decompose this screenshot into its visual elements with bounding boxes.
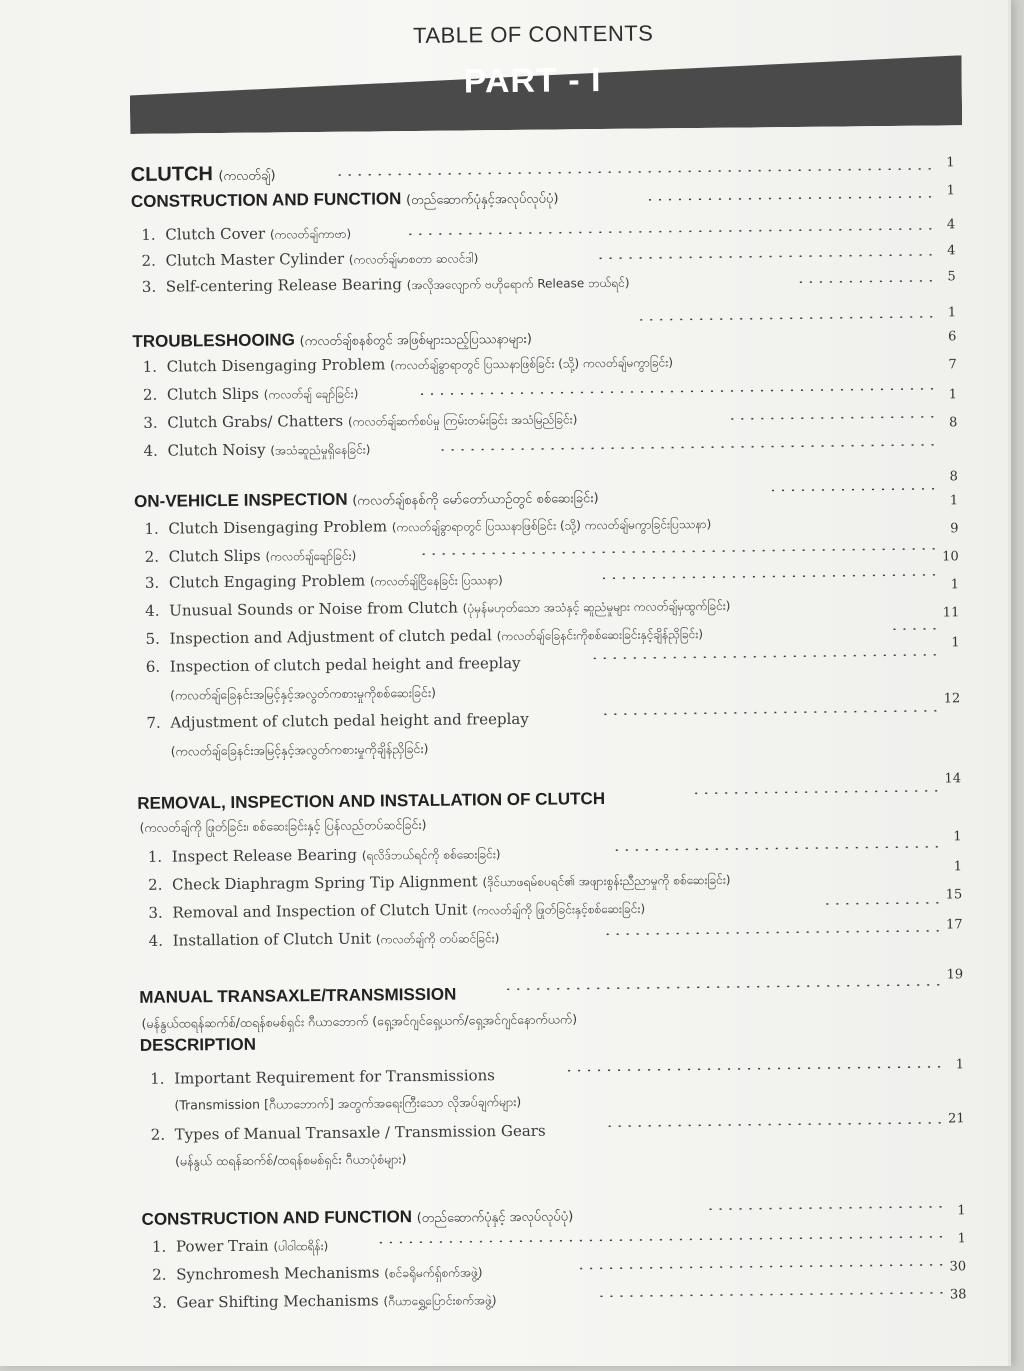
toc-item: 3. Gear Shifting Mechanisms (ဂီယာရွှေ့ပြောင်းစက်အဖွဲ့): [152, 1291, 497, 1312]
page-number: 1: [949, 493, 959, 509]
dot-leader: [603, 930, 943, 936]
page-number: 11: [942, 605, 960, 621]
page-number: 4: [946, 217, 956, 233]
toc-item: 2. Types of Manual Transaxle / Transmission Gears: [150, 1121, 546, 1144]
page-number: 9: [950, 521, 959, 537]
page-number: 1: [948, 387, 958, 403]
page-number: 1: [950, 577, 960, 593]
toc-item: 2. Clutch Slips (ကလတ်ချ်ချော်ခြင်း): [144, 546, 357, 566]
toc-item: 3. Self-centering Release Bearing (အလိုအလျောက် ဗဟိုရောက် Release ဘယ်ရင်): [141, 275, 630, 296]
toc-item: 6. Inspection of clutch pedal height and freeplay: [145, 653, 521, 676]
page-number: 21: [947, 1111, 965, 1127]
page-number: 1: [951, 635, 960, 651]
page-number: 19: [946, 967, 964, 983]
dot-leader: [706, 1205, 946, 1210]
dot-leader: [576, 1263, 946, 1269]
section-subtitle: (မန်နွယ်ထရန်ဆက်စ်/ထရန်စမစ်ရှင်း ဂီယာဘောက် (ရှေ့အင်ဂျင်ရှေ့ယက်/ရှေ့အင်ဂျင်နောက်ယက်): [141, 1011, 578, 1031]
page-number: 1: [947, 305, 957, 321]
toc-item: 4. Unusual Sounds or Noise from Clutch (ပုံမှန်မဟုတ်သော အသံနှင့် ဆူညံမှုများ ကလတ်ချ်မှထွက်ခြင်း): [145, 598, 731, 620]
page-number: 1: [953, 859, 963, 875]
page-number: 6: [948, 329, 957, 345]
toc-item: 3. Clutch Grabs/ Chatters (ကလတ်ချ်ဆက်စပ်မှု ကြမ်းတမ်းခြင်း အသံမြည်ခြင်း): [143, 411, 578, 432]
dot-leader: [419, 548, 939, 555]
toc-item: 1. Clutch Cover (ကလတ်ချ်ကာဗာ): [141, 224, 352, 244]
toc-item: 3. Clutch Engaging Problem (ကလတ်ချ်ငြိနေခြင်း ပြဿနာ): [144, 571, 503, 592]
dot-leader: [612, 846, 942, 851]
section-heading-troubleshooting: TROUBLESHOOING (ကလတ်ချ်စနစ်တွင် အဖြစ်များသည့်ပြဿနာများ): [132, 330, 532, 351]
page-number: 8: [949, 469, 958, 485]
section-heading-onvehicle: ON-VEHICLE INSPECTION (ကလတ်ချ်စနစ်ကို မော်တော်ယာဉ်တွင် စစ်ဆေးခြင်း): [134, 489, 599, 511]
toc-item: 4. Installation of Clutch Unit (ကလတ်ချ်ကို တပ်ဆင်ခြင်း): [148, 929, 500, 950]
section-heading-construction: CONSTRUCTION AND FUNCTION (တည်ဆောက်ပုံနှင့်အလုပ်လုပ်ပုံ): [130, 189, 559, 211]
toc-item: 2. Clutch Slips (ကလတ်ချ် ချော်ခြင်း): [142, 384, 359, 404]
toc-item: 1. Clutch Disengaging Problem (ကလတ်ချ်ခွာရာတွင် ပြဿနာဖြစ်ခြင်း (သို့) ကလတ်ချ်မကွာခြင်း): [142, 355, 674, 376]
page-number: 38: [949, 1287, 967, 1303]
dot-leader: [596, 1291, 946, 1297]
page-number: 15: [945, 887, 963, 903]
dot-leader: [564, 1065, 944, 1071]
dot-leader: [438, 444, 938, 451]
toc-item: 1. Clutch Disengaging Problem (ကလတ်ချ်ခွာရာတွင် ပြဿနာဖြစ်ခြင်း (သို့) ကလတ်ချ်မကွာခြင်းပြဿနာ): [144, 516, 712, 538]
page-number: 30: [949, 1259, 967, 1275]
toc-item-subtitle: (Transmission [ဂီယာဘောက်] အတွက်အရေးကြီးသော လိုအပ်ချက်များ): [174, 1093, 522, 1113]
dot-leader: [645, 196, 935, 201]
toc-item: 1. Power Train (ပါဝါထရိန်း): [151, 1236, 329, 1256]
dot-leader: [727, 416, 937, 420]
page-number: 1: [957, 1231, 966, 1247]
dot-leader: [599, 574, 939, 580]
dot-leader: [596, 254, 936, 260]
page-number: 1: [957, 1203, 966, 1219]
toc-item: 1. Inspect Release Bearing (ရလိဒ်ဘယ်ရင်ကို စစ်ဆေးခြင်း): [147, 845, 501, 866]
toc-item-subtitle: (ကလတ်ချ်ခြေနင်းအမြင့်နှင့်အလွတ်ကစားမှုကိုစစ်ဆေးခြင်း): [170, 684, 437, 703]
page-number: 5: [947, 269, 956, 285]
section-heading-description: DESCRIPTION: [139, 1034, 257, 1055]
toc-item: 3. Removal and Inspection of Clutch Unit (ကလတ်ချ်ကို ဖြုတ်ခြင်းနှင့်စစ်ဆေးခြင်း): [148, 900, 646, 922]
page-number: 8: [948, 415, 958, 431]
dot-leader: [335, 168, 935, 176]
page-number: 1: [953, 829, 962, 845]
dot-leader: [590, 654, 940, 660]
section-heading-removal: REMOVAL, INSPECTION AND INSTALLATION OF CLUTCH: [137, 789, 606, 813]
section-heading-manual: MANUAL TRANSAXLE/TRANSMISSION: [139, 984, 457, 1007]
dot-leader: [503, 984, 943, 991]
toc-item: 2. Synchromesh Mechanisms (စင်ခရိုမက်ရှ်စက်အဖွဲ့): [152, 1263, 483, 1284]
toc-item-subtitle: (ကလတ်ချ်ခြေနင်းအမြင့်နှင့်အလွတ်ကစားမှုကိုချိန်ညှိခြင်း): [170, 740, 429, 759]
toc-item: 5. Inspection and Adjustment of clutch pedal (ကလတ်ချ်ခြေနင်းကိုစစ်ဆေးခြင်းနှင့်ချိန်ညှိခြင်း): [145, 626, 704, 648]
dot-leader: [600, 710, 940, 716]
dot-leader: [405, 228, 935, 236]
page-number: 17: [945, 917, 963, 933]
page-number: 1: [946, 183, 955, 199]
part-label: PART - I: [463, 61, 602, 101]
page-number: 12: [943, 691, 961, 707]
dot-leader: [691, 790, 941, 795]
page-number: 10: [942, 549, 959, 565]
toc-item: 1. Important Requirement for Transmissions: [150, 1066, 496, 1088]
dot-leader: [636, 316, 936, 321]
toc-item: 2. Clutch Master Cylinder (ကလတ်ချ်မာစတာ ဆလင်ဒါ): [141, 249, 479, 270]
toc-item: 4. Clutch Noisy (အသံဆူညံမှုရှိနေခြင်း): [143, 440, 371, 460]
dot-leader: [889, 628, 939, 631]
dot-leader: [417, 388, 937, 395]
toc-item-subtitle: (မန်နွယ် ထရန်ဆက်စ်/ထရန်စမစ်ရှင်း ဂီယာပုံစံများ): [174, 1151, 407, 1169]
section-heading-clutch: CLUTCH (ကလတ်ချ်): [130, 163, 276, 186]
section-subtitle: (ကလတ်ချ်ကို ဖြုတ်ခြင်း၊ စစ်ဆေးခြင်းနှင့် ပြန်လည်တပ်ဆင်ခြင်း): [139, 816, 427, 835]
dot-leader: [768, 488, 938, 492]
page-number: 1: [955, 1057, 965, 1073]
page-number: 4: [947, 243, 956, 259]
dot-leader: [605, 1121, 945, 1127]
section-heading-construction-2: CONSTRUCTION AND FUNCTION (တည်ဆောက်ပုံနှင့် အလုပ်လုပ်ပုံ): [141, 1207, 574, 1229]
toc-item: 2. Check Diaphragm Spring Tip Alignment (ဒိုင်ယာဖရမ်စပရင်၏ အဖျားစွန်းညီညာမှုကို စစ်ဆေးခြင်း): [148, 872, 731, 894]
page-number: 1: [946, 155, 955, 171]
page-number: 7: [948, 357, 957, 373]
toc-item: 7. Adjustment of clutch pedal height and freeplay: [146, 709, 529, 732]
page-number: 14: [944, 771, 962, 787]
toc-title: TABLE OF CONTENTS: [412, 20, 654, 48]
dot-leader: [376, 1235, 946, 1243]
